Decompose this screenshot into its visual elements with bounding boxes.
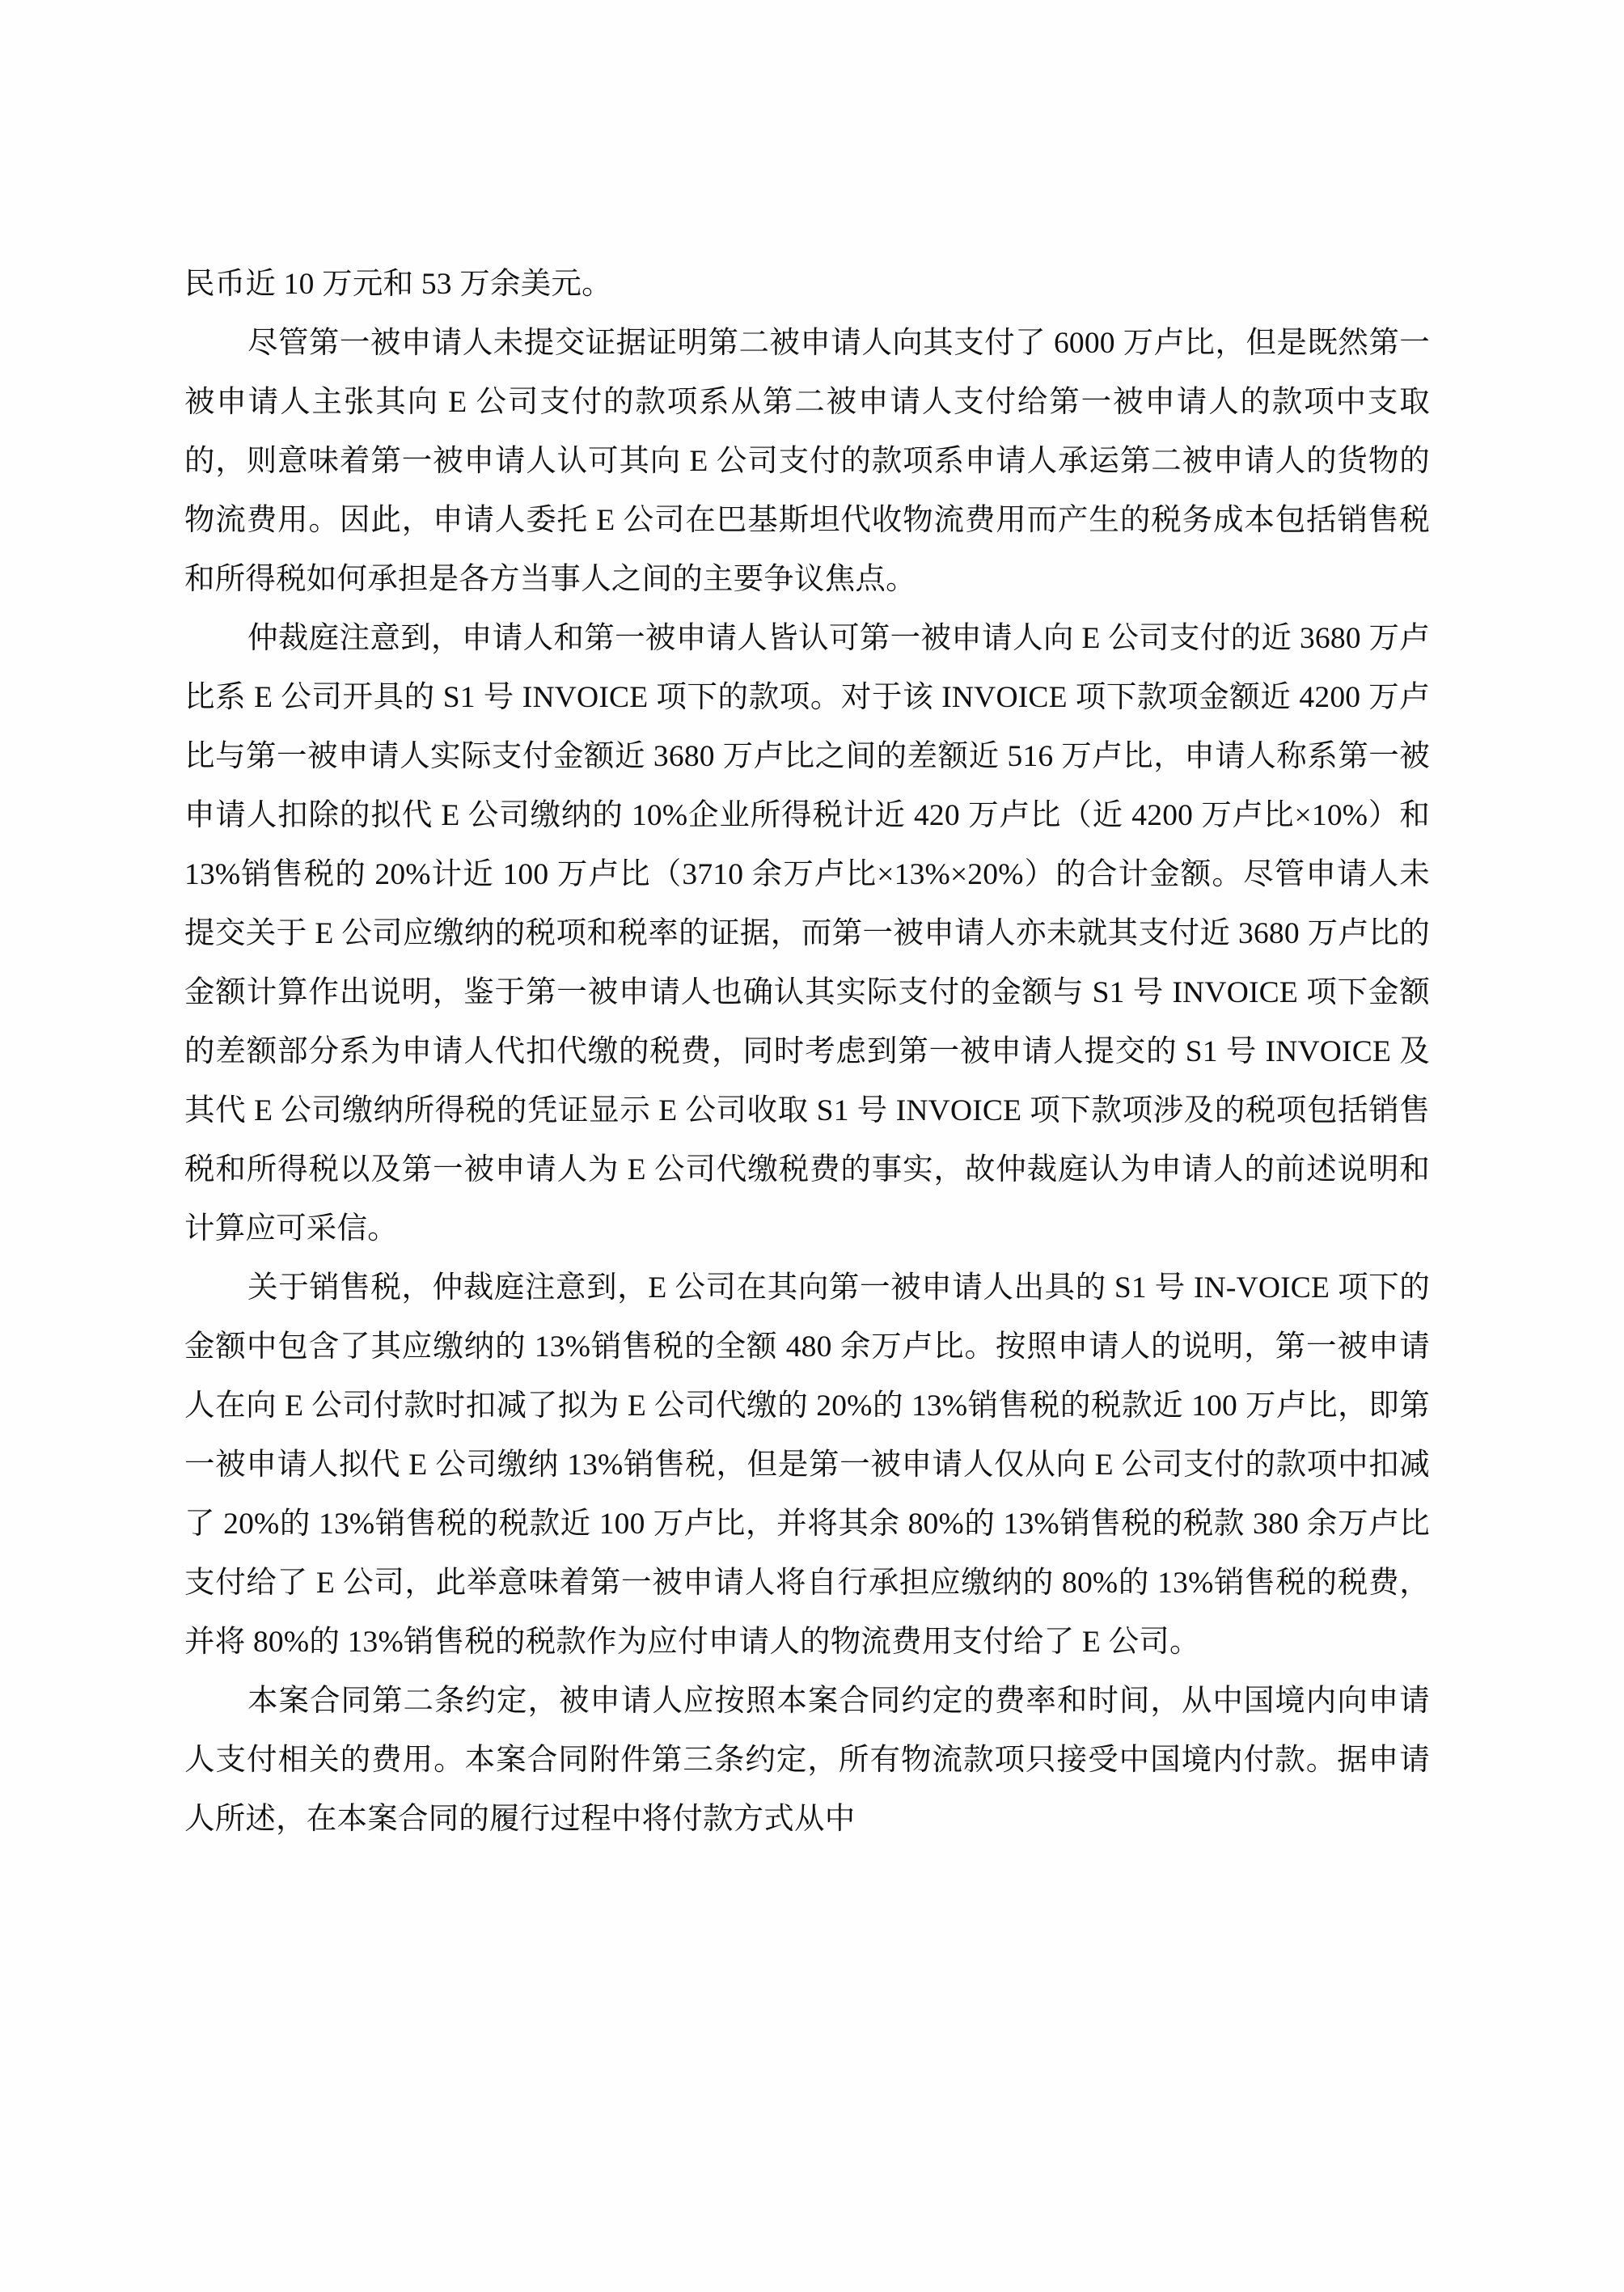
- document-body: [184, 255, 1430, 1849]
- paragraph-tribunal-notes-invoice: 仲裁庭注意到，申请人和第一被申请人皆认可第一被申请人向 E 公司支付的近 3680 万卢比系 E 公司开具的 S1 号 INVOICE 项下的款项。对于该 INVOICE 项下款项金额近 4200 万卢比与第一被申请人实际支付金额近 3680 万卢比之间的差额近 516 万卢比，申请人称系第一被申请人扣除的拟代 E 公司缴纳的 10%企业所得税计近 420 万卢比（近 4200 万卢比×10%）和 13%销售税的 20%计近 100 万卢比（3710 余万卢比×13%×20%）的合计金额。尽管申请人未提交关于 E 公司应缴纳的税项和税率的证据，而第一被申请人亦未就其支付近 3680 万卢比的金额计算作出说明，鉴于第一被申请人也确认其实际支付的金额与 S1 号 INVOICE 项下金额的差额部分系为申请人代扣代缴的税费，同时考虑到第一被申请人提交的 S1 号 INVOICE 及其代 E 公司缴纳所得税的凭证显示 E 公司收取 S1 号 INVOICE 项下款项涉及的税项包括销售税和所得税以及第一被申请人为 E 公司代缴税费的事实，故仲裁庭认为申请人的前述说明和计算应可采信。: [184, 622, 1431, 1245]
- paragraph-contract-article-two: 本案合同第二条约定，被申请人应按照本案合同约定的费率和时间，从中国境内向申请人支付相关的费用。本案合同附件第三条约定，所有物流款项只接受中国境内付款。据申请人所述，在本案合同的履行过程中将付款方式从中: [184, 1685, 1430, 1836]
- paragraph-sales-tax: 关于销售税，仲裁庭注意到，E 公司在其向第一被申请人出具的 S1 号 IN-VOICE 项下的金额中包含了其应缴纳的 13%销售税的全额 480 余万卢比。按照申请人的说明，第一被申请人在向 E 公司付款时扣减了拟为 E 公司代缴的 20%的 13%销售税的税款近 100 万卢比，即第一被申请人拟代 E 公司缴纳 13%销售税，但是第一被申请人仅从向 E 公司支付的款项中扣减了 20%的 13%销售税的税款近 100 万卢比，并将其余 80%的 13%销售税的税款 380 余万卢比支付给了 E 公司，此举意味着第一被申请人将自行承担应缴纳的 80%的 13%销售税的税费，并将 80%的 13%销售税的税款作为应付申请人的物流费用支付给了 E 公司。: [184, 1271, 1430, 1659]
- paragraph-second-respondent-payment: 尽管第一被申请人未提交证据证明第二被申请人向其支付了 6000 万卢比，但是既然第一被申请人主张其向 E 公司支付的款项系从第二被申请人支付给第一被申请人的款项中支取的，则意味着第一被申请人认可其向 E 公司支付的款项系申请人承运第二被申请人的货物的物流费用。因此，申请人委托 E 公司在巴基斯坦代收物流费用而产生的税务成本包括销售税和所得税如何承担是各方当事人之间的主要争议焦点。: [184, 327, 1430, 596]
- paragraph-continuation: 民币近 10 万元和 53 万余美元。: [184, 268, 612, 301]
